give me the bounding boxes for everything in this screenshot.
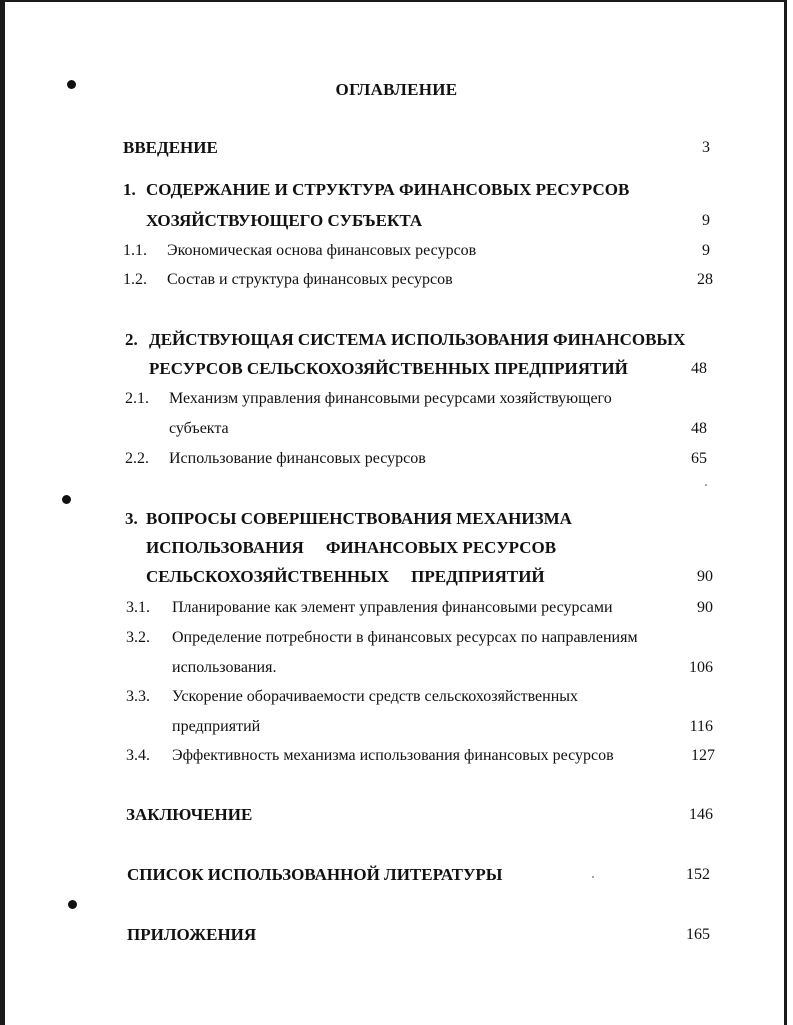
section-title: Экономическая основа финансовых ресурсов — [167, 242, 477, 259]
toc-label: ВВЕДЕНИЕ — [123, 138, 218, 157]
scan-speck — [592, 876, 594, 878]
chapter-title-line: ВОПРОСЫ СОВЕРШЕНСТВОВАНИЯ МЕХАНИЗМА — [146, 509, 572, 528]
toc-page-number: 48 — [691, 360, 707, 377]
toc-page-number: 9 — [702, 242, 710, 259]
section-title: Механизм управления финансовыми ресурсами хозяйствующего — [169, 390, 612, 407]
section-number: 3.2. — [126, 629, 150, 646]
scan-border-top — [0, 0, 787, 2]
toc-label: СПИСОК ИСПОЛЬЗОВАННОЙ ЛИТЕРАТУРЫ — [127, 865, 503, 884]
chapter-title-line: ХОЗЯЙСТВУЮЩЕГО СУБЪЕКТА — [146, 211, 423, 230]
chapter-title-line: РЕСУРСОВ СЕЛЬСКОХОЗЯЙСТВЕННЫХ ПРЕДПРИЯТИЙ — [149, 359, 628, 378]
toc-page-number: 127 — [691, 747, 715, 764]
section-number: 1.1. — [123, 242, 147, 259]
section-title: Состав и структура финансовых ресурсов — [167, 271, 453, 288]
toc-page-number: 152 — [686, 866, 710, 883]
toc-label: ПРИЛОЖЕНИЯ — [127, 925, 257, 944]
section-number: 3.3. — [126, 688, 150, 705]
binder-hole-mark — [62, 495, 71, 504]
toc-page-number: 90 — [697, 568, 713, 585]
section-title: Эффективность механизма использования финансовых ресурсов — [172, 747, 614, 764]
chapter-title-line: ДЕЙСТВУЮЩАЯ СИСТЕМА ИСПОЛЬЗОВАНИЯ ФИНАНСОВЫХ — [149, 330, 686, 349]
chapter-number: 3. — [125, 509, 138, 528]
toc-page-number: 116 — [689, 718, 713, 735]
toc-page-number: 90 — [697, 599, 713, 616]
toc-page-number: 28 — [697, 271, 713, 288]
chapter-title-line: ИСПОЛЬЗОВАНИЯ ФИНАНСОВЫХ РЕСУРСОВ — [146, 538, 557, 557]
toc-page-number: 65 — [691, 450, 707, 467]
section-number: 2.1. — [125, 390, 149, 407]
chapter-title-line: СЕЛЬСКОХОЗЯЙСТВЕННЫХ ПРЕДПРИЯТИЙ — [146, 567, 545, 586]
scan-border-right — [784, 0, 787, 1025]
section-title: использования. — [172, 659, 277, 676]
toc-page-number: 3 — [702, 139, 710, 156]
section-title: Определение потребности в финансовых ресурсах по направлениям — [172, 629, 638, 646]
section-number: 3.1. — [126, 599, 150, 616]
chapter-number: 2. — [125, 330, 138, 349]
section-title: Ускорение оборачиваемости средств сельскохозяйственных — [172, 688, 579, 705]
binder-hole-mark — [68, 900, 77, 909]
scan-border-left — [0, 0, 5, 1025]
toc-page-number: 9 — [702, 212, 710, 229]
scan-speck — [705, 484, 707, 486]
section-title: субъекта — [169, 420, 229, 437]
section-number: 3.4. — [126, 747, 150, 764]
section-title: предприятий — [172, 718, 261, 735]
toc-label: ЗАКЛЮЧЕНИЕ — [126, 805, 253, 824]
toc-page-number: 146 — [689, 806, 713, 823]
toc-page-number: 106 — [689, 659, 713, 676]
toc-page-number: 165 — [686, 926, 710, 943]
section-title: Использование финансовых ресурсов — [169, 450, 426, 467]
chapter-number: 1. — [123, 180, 136, 199]
section-title: Планирование как элемент управления финансовыми ресурсами — [172, 599, 613, 616]
toc-page-number: 48 — [691, 420, 707, 437]
section-number: 1.2. — [123, 271, 147, 288]
chapter-title-line: СОДЕРЖАНИЕ И СТРУКТУРА ФИНАНСОВЫХ РЕСУРСОВ — [146, 180, 630, 199]
section-number: 2.2. — [125, 450, 149, 467]
page-title: ОГЛАВЛЕНИЕ — [335, 80, 458, 99]
